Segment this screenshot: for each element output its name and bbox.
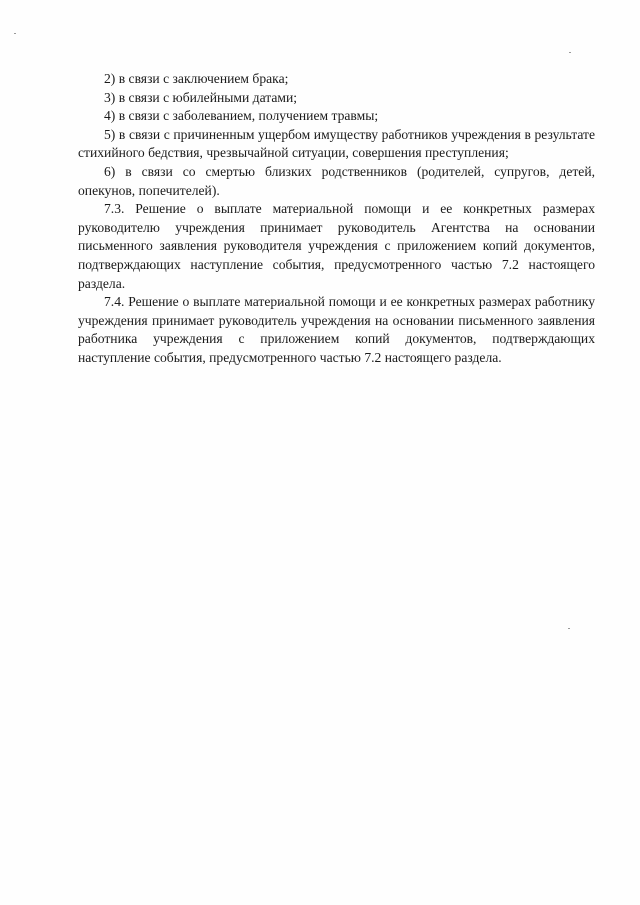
clause-7-4: 7.4. Решение о выплате материальной помощи и ее конкретных размерах работнику учреждения принимает руководитель учреждения на основании письменного заявления работника учреждения с приложением копий документов, подтверждающих наступление события, предусмотренного частью 7.2 настоящего раздела. bbox=[78, 294, 595, 365]
scan-speck bbox=[569, 52, 571, 53]
list-item: 4) в связи с заболеванием, получением травмы; bbox=[104, 108, 379, 124]
list-item: 5) в связи с причиненным ущербом имуществу работников учреждения в результате стихийного бедствия, чрезвычайной ситуации, совершения преступления; bbox=[78, 126, 595, 161]
list-item: 6) в связи со смертью близких родственников (родителей, супругов, детей, опекунов, попечителей). bbox=[78, 163, 595, 198]
document-body bbox=[78, 70, 595, 368]
scan-speck bbox=[568, 628, 570, 629]
list-item: 3) в связи с юбилейными датами; bbox=[104, 89, 298, 105]
scan-speck bbox=[14, 33, 16, 34]
list-item: 2) в связи с заключением брака; bbox=[104, 71, 289, 86]
clause-7-3: 7.3. Решение о выплате материальной помощи и ее конкретных размерах руководителю учреждения принимает руководитель Агентства на основании письменного заявления руководителя учреждения с приложением копий документов, подтверждающих наступление события, предусмотренного частью 7.2 настоящего раздела. bbox=[78, 201, 595, 291]
